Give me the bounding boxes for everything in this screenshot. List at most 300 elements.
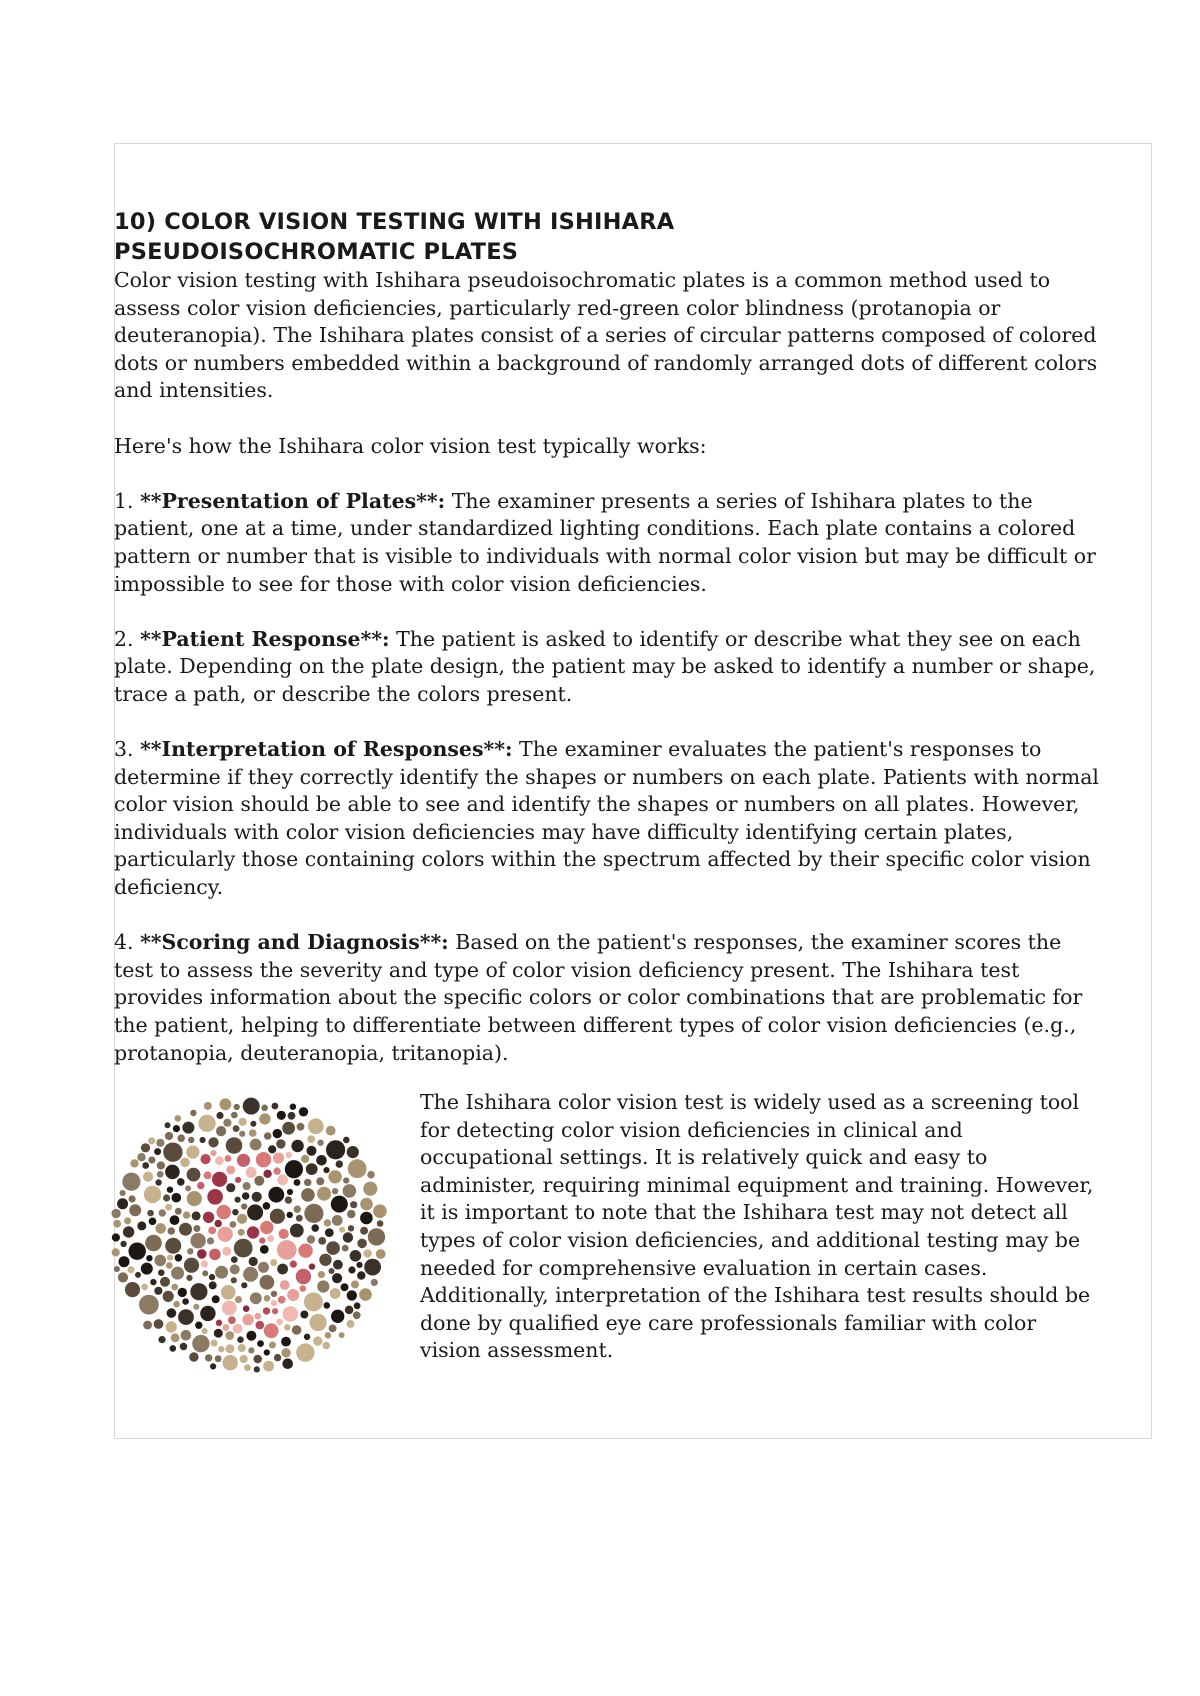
plate-dot: [287, 1212, 293, 1218]
plate-dot: [212, 1295, 220, 1303]
plate-dot: [214, 1329, 223, 1338]
plate-dot: [260, 1275, 275, 1290]
plate-dot: [190, 1110, 196, 1116]
plate-dot: [276, 1139, 285, 1148]
plate-dot: [286, 1152, 292, 1158]
plate-dot: [180, 1343, 188, 1351]
plate-dot: [268, 1145, 276, 1153]
plate-dot: [129, 1195, 136, 1202]
plate-dot: [280, 1280, 290, 1290]
plate-dot: [154, 1148, 161, 1155]
plate-dot: [371, 1279, 378, 1286]
plate-dot: [300, 1285, 307, 1292]
plate-dot: [300, 1311, 308, 1319]
plate-dot: [157, 1161, 165, 1169]
plate-dot: [290, 1261, 297, 1268]
plate-dot: [171, 1284, 178, 1291]
plate-dot: [318, 1237, 326, 1245]
plate-dot: [284, 1324, 290, 1330]
plate-dot: [233, 1324, 243, 1334]
plate-dot: [239, 1131, 245, 1137]
plate-dot: [154, 1255, 166, 1267]
plate-dot: [187, 1168, 201, 1182]
plate-dot: [326, 1140, 345, 1159]
plate-dot: [201, 1154, 211, 1164]
plate-dot: [308, 1118, 324, 1134]
plate-dot: [316, 1177, 324, 1185]
plate-dot: [235, 1197, 241, 1203]
plate-dot: [145, 1235, 162, 1252]
plate-dot: [170, 1215, 180, 1225]
plate-dot: [313, 1336, 322, 1345]
plate-dot: [209, 1281, 217, 1289]
plate-dot: [180, 1158, 190, 1168]
plate-dot: [202, 1270, 208, 1276]
plate-dot: [165, 1122, 171, 1128]
plate-dot: [277, 1240, 297, 1260]
plate-dot: [250, 1121, 256, 1127]
plate-dot: [287, 1289, 299, 1301]
plate-dot: [210, 1363, 216, 1369]
plate-dot: [143, 1172, 153, 1182]
plate-dot: [225, 1155, 232, 1162]
plate-dot: [142, 1162, 149, 1169]
plate-dot: [257, 1340, 264, 1347]
plate-dot: [307, 1146, 317, 1156]
plate-dot: [235, 1296, 242, 1303]
plate-dot: [208, 1137, 218, 1147]
plate-dot: [353, 1311, 361, 1319]
step-heading: **Interpretation of Responses**:: [140, 737, 513, 762]
plate-dot: [247, 1226, 259, 1238]
plate-dot: [156, 1139, 164, 1147]
plate-dot: [212, 1172, 227, 1187]
plate-dot: [179, 1223, 192, 1236]
lead-paragraph: Here's how the Ishihara color vision test typically works:: [114, 433, 707, 458]
plate-dot: [231, 1277, 237, 1283]
plate-dot: [243, 1305, 250, 1312]
plate-dot: [168, 1227, 176, 1235]
plate-dot: [147, 1210, 154, 1217]
plate-dot: [270, 1259, 277, 1266]
plate-dot: [122, 1173, 140, 1191]
plate-dot: [250, 1139, 262, 1151]
step-number: 1.: [114, 488, 141, 513]
plate-dot: [347, 1146, 359, 1158]
plate-dot: [173, 1301, 180, 1308]
plate-dot: [276, 1319, 282, 1325]
plate-dot: [192, 1211, 201, 1220]
plate-dot: [292, 1325, 302, 1335]
plate-dot: [200, 1306, 215, 1321]
plate-dot: [117, 1198, 128, 1209]
plate-dot: [232, 1209, 238, 1215]
plate-dot: [159, 1209, 166, 1216]
plate-dot: [301, 1155, 309, 1163]
plate-dot: [304, 1179, 311, 1186]
plate-dot: [243, 1267, 258, 1282]
plate-dot: [301, 1188, 315, 1202]
plate-dot: [118, 1272, 128, 1282]
plate-dot: [328, 1170, 341, 1183]
plate-dot: [165, 1204, 172, 1211]
plate-dot: [146, 1255, 152, 1261]
plate-dot: [230, 1221, 237, 1228]
plate-dot: [285, 1196, 292, 1203]
plate-dot: [348, 1225, 354, 1231]
plate-dot: [223, 1324, 230, 1331]
plate-dot: [167, 1308, 177, 1318]
plate-dot: [237, 1336, 244, 1343]
plate-dot: [264, 1132, 272, 1140]
plate-dot: [264, 1349, 270, 1355]
title-line-2: PSEUDOISOCHROMATIC PLATES: [114, 239, 519, 265]
plate-dot: [222, 1301, 237, 1316]
plate-dot: [273, 1167, 280, 1174]
plate-dot: [207, 1189, 223, 1205]
plate-dot: [351, 1280, 359, 1288]
plate-dot: [316, 1155, 327, 1166]
plate-dot: [184, 1258, 199, 1273]
plate-dot: [185, 1185, 191, 1191]
plate-dot: [139, 1295, 159, 1315]
plate-dot: [160, 1277, 170, 1287]
plate-dot: [288, 1112, 296, 1120]
plate-dot: [226, 1183, 235, 1192]
plate-section: [104, 1090, 1114, 1380]
plate-dot: [330, 1288, 341, 1299]
plate-dot: [211, 1340, 218, 1347]
step-text: The patient is asked to identify or describe what they see on each plate. Depending on the plate design, the patient may be asked to identify a number or shape, trace a path, or describe the colors present.: [114, 626, 1096, 706]
plate-dot: [216, 1112, 223, 1119]
plate-dot: [218, 1227, 233, 1242]
plate-dot: [208, 1227, 216, 1235]
plate-dot: [304, 1292, 323, 1311]
plate-dot: [234, 1239, 253, 1258]
plate-dot: [158, 1269, 165, 1276]
plate-dot: [172, 1193, 182, 1203]
document-title: [114, 207, 1104, 267]
plate-dot: [150, 1279, 156, 1285]
plate-dot: [331, 1310, 344, 1323]
plate-dot: [339, 1332, 345, 1338]
plate-dot: [246, 1331, 256, 1341]
plate-dot: [231, 1112, 238, 1119]
plate-dot: [182, 1122, 194, 1134]
plate-dot: [373, 1204, 387, 1218]
plate-dot: [167, 1255, 173, 1261]
plate-dot: [137, 1221, 146, 1230]
plate-dot: [254, 1176, 264, 1186]
plate-dot: [189, 1352, 198, 1361]
plate-dot: [311, 1224, 319, 1232]
plate-dot: [357, 1271, 365, 1279]
plate-dot: [239, 1118, 247, 1126]
plate-dot: [264, 1295, 271, 1302]
plate-dot: [350, 1201, 357, 1208]
plate-dot: [195, 1322, 202, 1329]
plate-dot: [241, 1282, 247, 1288]
plate-dot: [135, 1272, 141, 1278]
plate-dot: [234, 1104, 240, 1110]
plate-dot: [204, 1171, 212, 1179]
plate-dot: [326, 1241, 340, 1255]
plate-dot: [252, 1192, 262, 1202]
plate-dot: [267, 1235, 274, 1242]
plate-dot: [141, 1284, 148, 1291]
plate-dot: [193, 1225, 200, 1232]
plate-dot: [271, 1291, 277, 1297]
plate-dot: [144, 1186, 161, 1203]
plate-dot: [278, 1296, 286, 1304]
plate-dot: [307, 1135, 315, 1143]
plate-dot: [296, 1215, 303, 1222]
step-number: 2.: [114, 626, 141, 651]
plate-dot: [354, 1302, 361, 1309]
plate-dot: [201, 1260, 208, 1267]
plate-dot: [279, 1229, 289, 1239]
plate-dot: [347, 1290, 357, 1300]
closing-paragraph: The Ishihara color vision test is widely used as a screening tool for detecting color vision deficiencies in clinical and occupational settings. It is relatively quick and easy to administer, requiring minimal equipment and training. However, it is important to note that the Ishihara test may not detect all types of color vision deficiencies, and additional testing may be needed for comprehensive evaluation in certain cases. Additionally, interpretation of the Ishihara test results should be done by qualified eye care professionals familiar with color vision assessment.: [420, 1090, 1094, 1363]
plate-dot: [222, 1247, 231, 1256]
plate-dot: [137, 1153, 145, 1161]
plate-dot: [325, 1228, 334, 1237]
plate-dot: [165, 1132, 173, 1140]
plate-dot: [112, 1248, 120, 1256]
plate-dot: [363, 1249, 371, 1257]
plate-dot: [332, 1273, 342, 1283]
plate-dot: [181, 1330, 192, 1341]
plate-dot: [148, 1137, 155, 1144]
plate-dot: [171, 1333, 180, 1342]
plate-dot: [263, 1170, 271, 1178]
plate-dot: [215, 1266, 228, 1279]
plate-dot: [143, 1321, 152, 1330]
plate-dot: [317, 1280, 329, 1292]
plate-dot: [357, 1239, 367, 1249]
plate-dot: [363, 1182, 377, 1196]
plate-dot: [318, 1271, 325, 1278]
plate-dot: [149, 1218, 157, 1226]
plate-dot: [324, 1302, 331, 1309]
step-heading: **Scoring and Diagnosis**:: [140, 930, 449, 955]
plate-dot: [291, 1140, 303, 1152]
plate-dot: [218, 1346, 224, 1352]
plate-dot: [258, 1262, 269, 1273]
plate-dot: [165, 1238, 181, 1254]
plate-dot: [254, 1366, 260, 1372]
plate-dot: [277, 1264, 288, 1275]
plate-dot: [253, 1355, 262, 1364]
plate-dot: [209, 1274, 215, 1280]
plate-dot: [343, 1184, 357, 1198]
document-body: [114, 207, 1104, 1095]
plate-dot: [285, 1160, 303, 1178]
plate-dot: [281, 1337, 291, 1347]
plate-dot: [359, 1288, 372, 1301]
plate-dot: [114, 1266, 120, 1272]
plate-dot: [124, 1217, 131, 1224]
step-4-paragraph: [114, 929, 1104, 1067]
title-line-1: 10) COLOR VISION TESTING WITH ISHIHARA: [114, 209, 675, 235]
step-text: Based on the patient's responses, the examiner scores the test to assess the severity and type of color vision deficiency present. The Ishihara test provides information about the specific colors or color combinations that are problematic for the patient, helping to differentiate between different types of color vision deficiencies (e.g., protanopia, deuteranopia, tritanopia).: [114, 930, 1083, 1065]
plate-dot: [190, 1283, 207, 1300]
plate-dot: [256, 1321, 265, 1330]
plate-dot: [163, 1291, 174, 1302]
plate-dot: [332, 1188, 338, 1194]
plate-dot: [241, 1203, 247, 1209]
plate-dot: [264, 1323, 279, 1338]
plate-dot: [119, 1256, 130, 1267]
plate-dot: [310, 1314, 327, 1331]
plate-dot: [167, 1187, 173, 1193]
plate-dot: [273, 1153, 284, 1164]
plate-dot: [112, 1233, 120, 1241]
plate-dot: [323, 1342, 331, 1350]
plate-dot: [111, 1209, 120, 1218]
plate-dot: [263, 1361, 274, 1372]
plate-dot: [296, 1343, 314, 1361]
plate-dot: [268, 1187, 284, 1203]
plate-dot: [304, 1334, 310, 1340]
step-number: 4.: [114, 930, 141, 955]
plate-dot: [261, 1105, 268, 1112]
plate-dot: [249, 1257, 258, 1266]
plate-dot: [192, 1335, 209, 1352]
plate-dot: [243, 1182, 251, 1190]
plate-dot: [130, 1159, 138, 1167]
plate-dot: [215, 1355, 222, 1362]
plate-dot: [272, 1308, 278, 1314]
plate-dot: [182, 1298, 189, 1305]
plate-dot: [259, 1113, 270, 1124]
plate-dot: [281, 1348, 290, 1357]
plate-dot: [306, 1163, 318, 1175]
step-text: The examiner presents a series of Ishihara plates to the patient, one at a time, under standardized lighting conditions. Each plate contains a colored pattern or number that is visible to individuals with normal color vision but may be difficult or impossible to see for those with color vision deficiencies.: [114, 488, 1096, 596]
plate-dot: [190, 1233, 205, 1248]
plate-dot: [230, 1264, 240, 1274]
plate-dot: [296, 1269, 311, 1284]
plate-dot: [166, 1262, 173, 1269]
plate-dot: [209, 1249, 221, 1261]
plate-dot: [170, 1345, 177, 1352]
plate-dot: [242, 1192, 250, 1200]
plate-dot: [368, 1228, 385, 1245]
plate-dot: [175, 1254, 183, 1262]
plate-dot: [223, 1119, 231, 1127]
ishihara-plate-image: [104, 1090, 394, 1380]
plate-dot: [317, 1140, 323, 1146]
plate-dot: [187, 1248, 193, 1254]
plate-dot: [282, 1358, 293, 1369]
plate-dot: [235, 1177, 241, 1183]
plate-dot: [215, 1220, 222, 1227]
plate-dot: [173, 1125, 180, 1132]
plate-dot: [360, 1227, 368, 1235]
plate-dot: [249, 1129, 257, 1137]
plate-dot: [287, 1189, 293, 1195]
plate-dot: [175, 1115, 182, 1122]
plate-dot: [141, 1143, 150, 1152]
plate-dot: [256, 1152, 271, 1167]
plate-dot: [360, 1212, 373, 1225]
step-1-paragraph: [114, 488, 1104, 598]
plate-dot: [204, 1102, 212, 1110]
plate-dot: [254, 1313, 261, 1320]
plate-dot: [294, 1206, 301, 1213]
plate-dot: [199, 1115, 216, 1132]
plate-dot: [154, 1287, 162, 1295]
plate-dot: [178, 1288, 187, 1297]
plate-dot: [128, 1266, 135, 1273]
plate-dot: [329, 1325, 337, 1333]
step-number: 3.: [114, 737, 141, 762]
plate-dot: [231, 1256, 238, 1263]
plate-dot: [304, 1204, 323, 1223]
plate-dot: [217, 1205, 231, 1219]
plate-dot: [299, 1107, 308, 1116]
plate-dot: [216, 1126, 226, 1136]
plate-dot: [348, 1266, 355, 1273]
plate-dot: [277, 1111, 286, 1120]
plate-dot: [238, 1229, 245, 1236]
plate-dot: [347, 1320, 355, 1328]
plate-dot: [376, 1249, 386, 1259]
plate-dot: [244, 1364, 251, 1371]
plate-dot: [367, 1171, 375, 1179]
plate-dot: [347, 1210, 355, 1218]
plate-dot: [202, 1328, 208, 1334]
plate-dot: [326, 1126, 336, 1136]
plate-dot: [307, 1235, 315, 1243]
step-2-paragraph: [114, 626, 1104, 709]
plate-dot: [247, 1204, 263, 1220]
plate-dot: [166, 1321, 177, 1332]
plate-dot: [297, 1123, 305, 1131]
plate-dot: [186, 1146, 199, 1159]
plate-dot: [233, 1125, 240, 1132]
plate-dot: [348, 1159, 367, 1178]
intro-paragraph: Color vision testing with Ishihara pseudoisochromatic plates is a common method used to assess color vision deficiencies, particularly red-green color blindness (protanopia or deuteranopia). The Ishihara plates consist of a series of circular patterns composed of colored dots or numbers embedded within a background of randomly arranged dots of different colors and intensities.: [114, 268, 1098, 403]
plate-dot: [283, 1306, 299, 1322]
plate-dot: [120, 1241, 126, 1247]
plate-dot: [323, 1167, 329, 1173]
plate-dot: [364, 1259, 381, 1276]
step-heading: **Patient Response**:: [140, 626, 390, 651]
plate-dot: [290, 1104, 296, 1110]
plate-dot: [325, 1332, 332, 1339]
plate-dot: [319, 1254, 331, 1266]
plate-dot: [341, 1283, 349, 1291]
plate-dot: [205, 1354, 212, 1361]
plate-dot: [269, 1342, 276, 1349]
plate-dot: [171, 1267, 184, 1280]
plate-dot: [197, 1249, 207, 1259]
plate-dot: [123, 1226, 134, 1237]
plate-dot: [238, 1344, 246, 1352]
plate-dot: [125, 1282, 140, 1297]
plate-dot: [343, 1177, 349, 1183]
plate-dot: [377, 1220, 384, 1227]
plate-dot: [298, 1244, 312, 1258]
plate-dot: [282, 1122, 295, 1135]
plate-dot: [141, 1263, 153, 1275]
plate-dot: [259, 1237, 265, 1243]
plate-dot: [225, 1344, 234, 1353]
plate-dot: [329, 1268, 335, 1274]
plate-dot: [228, 1316, 236, 1324]
plate-dot: [129, 1204, 141, 1216]
